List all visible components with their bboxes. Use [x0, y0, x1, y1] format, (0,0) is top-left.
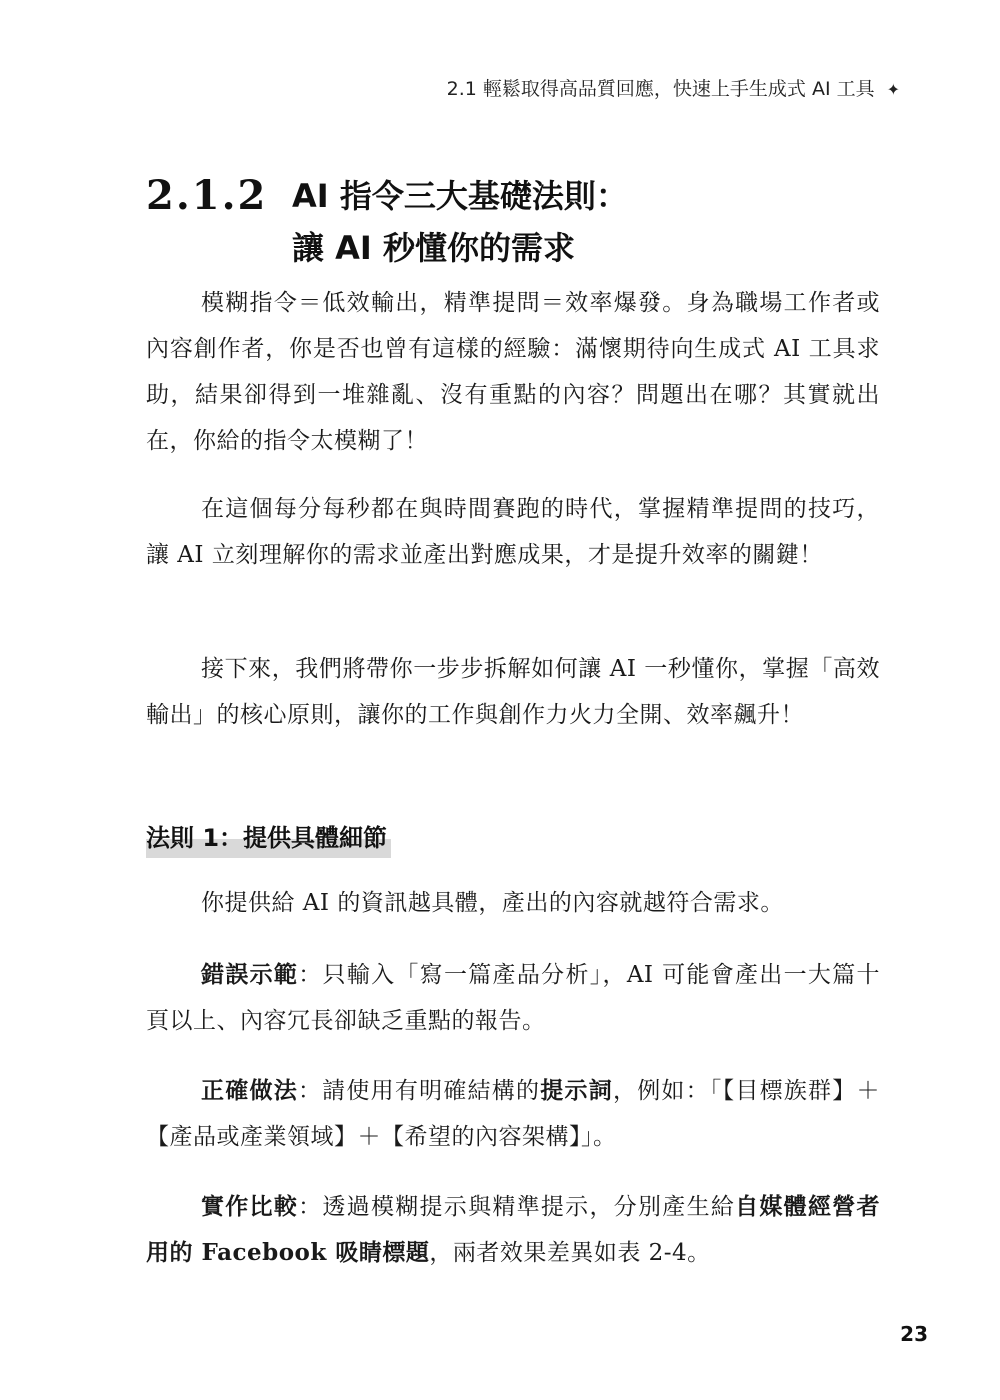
right-approach-text-b: ，例如：「【目標族群】＋【產品或產業領域】＋【希望的內容架構】」。: [146, 1078, 881, 1150]
comparison-paragraph: [146, 1184, 880, 1276]
running-header: [447, 74, 900, 101]
wrong-example-block: [146, 952, 880, 1044]
section-title-line-2: 讓 AI 秒懂你的需求: [292, 229, 575, 267]
intro-paragraph-3-block: [146, 646, 880, 738]
section-title-line-1: AI 指令三大基礎法則：: [292, 177, 628, 215]
wrong-example-text: ：只輸入「寫一篇產品分析」，AI 可能會產出一大篇十頁以上、內容冗長卻缺乏重點的報告。: [146, 962, 880, 1034]
wrong-example-paragraph: [146, 952, 880, 1044]
comparison-text-b: ，兩者效果差異如表 2-4。: [429, 1240, 711, 1266]
intro-paragraph-1-block: [146, 280, 880, 464]
intro-paragraph-2: 在這個每分每秒都在與時間賽跑的時代，掌握精準提問的技巧，讓 AI 立刻理解你的需求並產出對應成果，才是提升效率的關鍵！: [146, 496, 880, 568]
comparison-text-a: ：透過模糊提示與精準提示，分別產生給: [298, 1194, 736, 1220]
wrong-example-label: 錯誤示範: [201, 961, 299, 988]
page-number: 23: [900, 1322, 928, 1346]
comparison-block: [146, 1184, 880, 1276]
right-approach-label: 正確做法: [201, 1077, 298, 1104]
comparison-bold-target: 自媒體經營者用的 Facebook 吸睛標題: [146, 1193, 881, 1266]
running-header-title: 2.1 輕鬆取得高品質回應，快速上手生成式 AI 工具: [446, 78, 875, 100]
comparison-label: 實作比較: [201, 1193, 299, 1220]
prompt-term-bold: 提示詞: [540, 1077, 613, 1104]
rule-1-intro-block: [146, 880, 880, 926]
right-approach-block: [146, 1068, 880, 1160]
rule-1-heading: 法則 1：提供具體細節: [146, 818, 391, 858]
intro-paragraph-1: 模糊指令＝低效輸出，精準提問＝效率爆發。身為職場工作者或內容創作者，你是否也曾有這樣的經驗：滿懷期待向生成式 AI 工具求助，結果卻得到一堆雜亂、沒有重點的內容？問題出在哪？其實就出在，你給的指令太模糊了！: [146, 290, 880, 454]
right-approach-text-a: ：請使用有明確結構的: [297, 1078, 541, 1104]
star-ornament-icon: ✦: [886, 80, 900, 99]
rule-1-intro: 你提供給 AI 的資訊越具體，產出的內容就越符合需求。: [201, 890, 784, 916]
section-title: [292, 170, 812, 274]
section-number: 2.1.2: [146, 172, 268, 219]
intro-paragraph-3: 接下來，我們將帶你一步步拆解如何讓 AI 一秒懂你，掌握「高效輸出」的核心原則，讓你的工作與創作力火力全開、效率飆升！: [146, 656, 880, 728]
right-approach-paragraph: [146, 1068, 880, 1160]
intro-paragraph-2-block: [146, 486, 880, 578]
